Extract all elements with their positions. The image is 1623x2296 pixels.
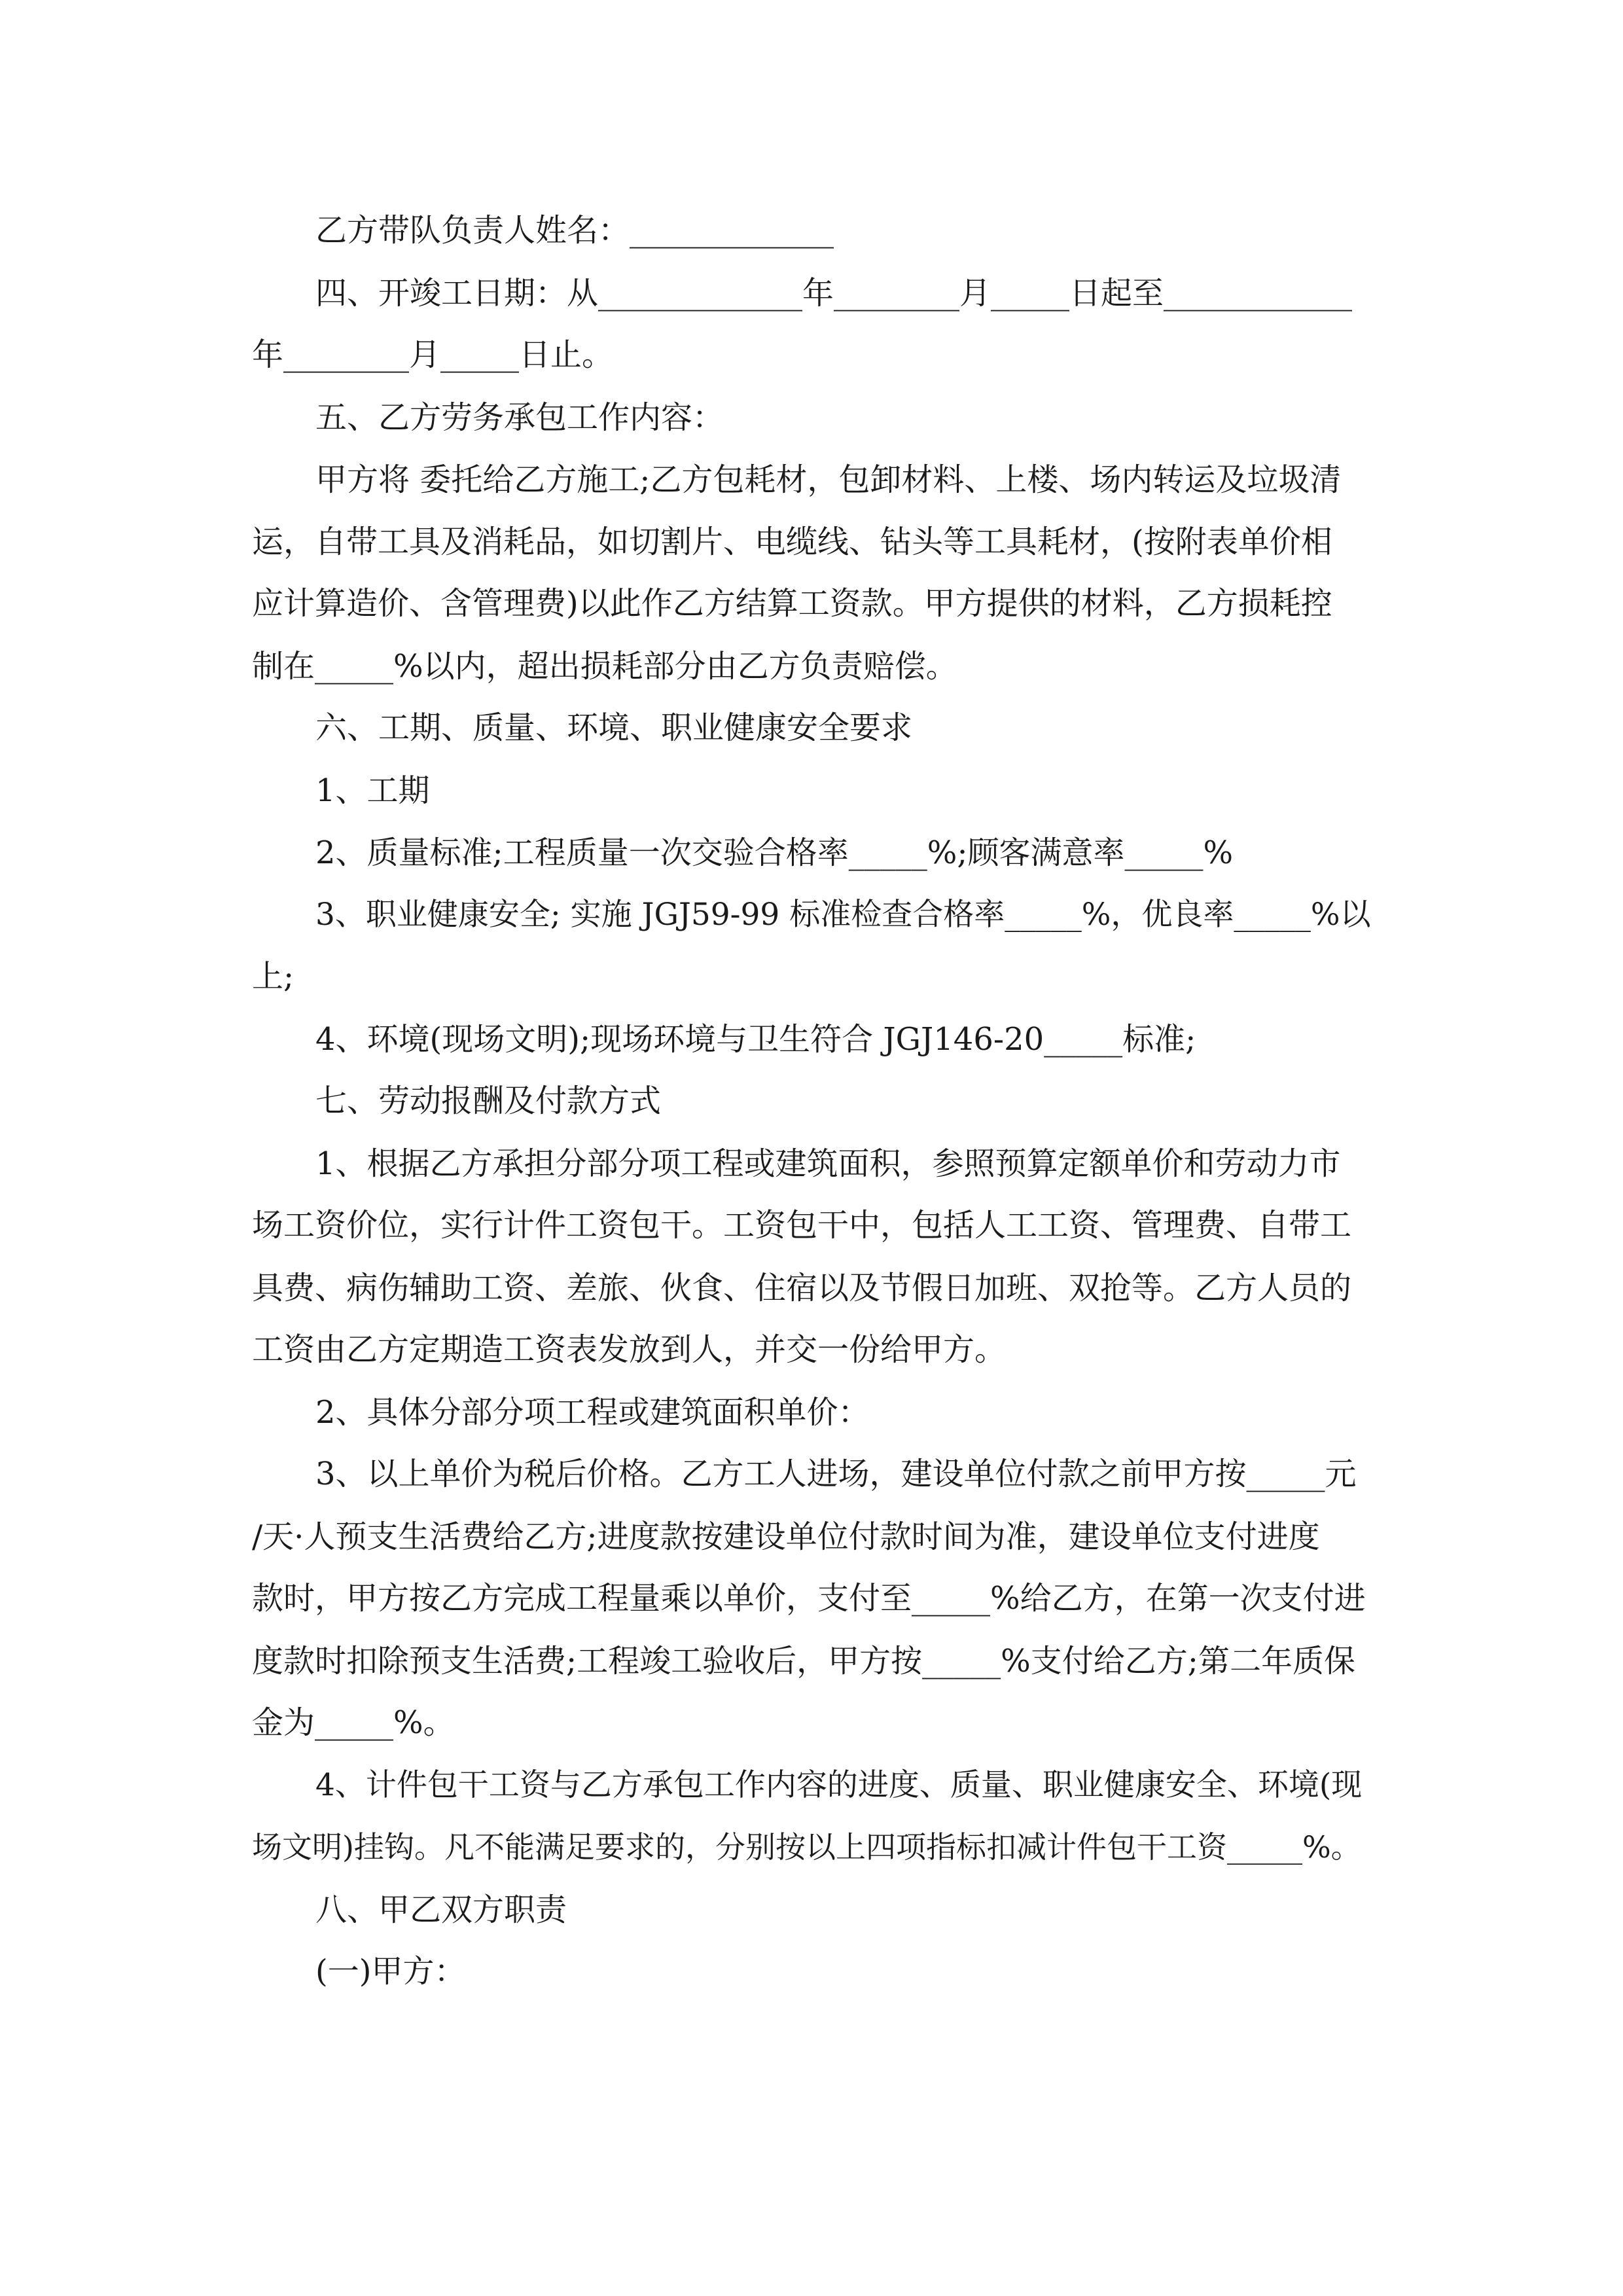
- paragraph-line: 制在_____%以内，超出损耗部分由乙方负责赔偿。: [252, 648, 957, 685]
- paragraph-line: 具费、病伤辅助工资、差旅、伙食、住宿以及节假日加班、双抢等。乙方人员的: [252, 1270, 1352, 1306]
- section-heading: 六、工期、质量、环境、职业健康安全要求: [315, 709, 913, 746]
- paragraph-line: 度款时扣除预支生活费;工程竣工验收后，甲方按_____%支付给乙方;第二年质保: [252, 1643, 1355, 1679]
- paragraph-line: 1、根据乙方承担分部分项工程或建筑面积，参照预算定额单价和劳动力市: [315, 1145, 1341, 1182]
- section-heading: 八、甲乙双方职责: [315, 1892, 567, 1928]
- paragraph-line: 金为_____%。: [252, 1704, 455, 1741]
- paragraph-line: 甲方将 委托给乙方施工;乙方包耗材，包卸材料、上楼、场内转运及垃圾清: [315, 461, 1342, 498]
- paragraph-line: /天·人预支生活费给乙方;进度款按建设单位付款时间为准，建设单位支付进度: [252, 1518, 1320, 1555]
- paragraph-line: 3、职业健康安全; 实施 JGJ59-99 标准检查合格率_____%，优良率_____%以: [315, 897, 1371, 933]
- paragraph-line: 3、以上单价为税后价格。乙方工人进场，建设单位付款之前甲方按_____元: [315, 1456, 1357, 1492]
- subsection-heading: (一)甲方：: [315, 1953, 466, 1990]
- paragraph-line: 运，自带工具及消耗品，如切割片、电缆线、钻头等工具耗材，(按附表单价相: [252, 524, 1332, 560]
- section-heading: 五、乙方劳务承包工作内容：: [315, 399, 724, 436]
- paragraph-line: 上;: [252, 958, 294, 995]
- section-heading: 七、劳动报酬及付款方式: [315, 1083, 662, 1119]
- paragraph-line: 乙方带队负责人姓名：_____________: [315, 212, 834, 249]
- paragraph-line: 年________月_____日止。: [252, 336, 614, 373]
- paragraph-line: 2、具体分部分项工程或建筑面积单价：: [315, 1394, 870, 1431]
- paragraph-line: 应计算造价、含管理费)以此作乙方结算工资款。甲方提供的材料，乙方损耗控: [252, 585, 1332, 622]
- paragraph-line: 1、工期: [315, 772, 430, 809]
- paragraph-line: 四、开竣工日期：从_____________年________月_____日起至____________: [315, 275, 1353, 312]
- paragraph-line: 场文明)挂钩。凡不能满足要求的，分别按以上四项指标扣减计件包干工资_____%。: [252, 1829, 1361, 1865]
- paragraph-line: 2、质量标准;工程质量一次交验合格率_____%;顾客满意率_____%: [315, 834, 1234, 871]
- paragraph-line: 工资由乙方定期造工资表发放到人，并交一份给甲方。: [252, 1331, 1007, 1368]
- paragraph-line: 款时，甲方按乙方完成工程量乘以单价，支付至_____%给乙方，在第一次支付进: [252, 1580, 1366, 1617]
- paragraph-line: 场工资价位，实行计件工资包干。工资包干中，包括人工工资、管理费、自带工: [252, 1207, 1352, 1244]
- paragraph-line: 4、计件包干工资与乙方承包工作内容的进度、质量、职业健康安全、环境(现: [315, 1767, 1363, 1803]
- paragraph-line: 4、环境(现场文明);现场环境与卫生符合 JGJ146-20_____标准;: [315, 1021, 1196, 1058]
